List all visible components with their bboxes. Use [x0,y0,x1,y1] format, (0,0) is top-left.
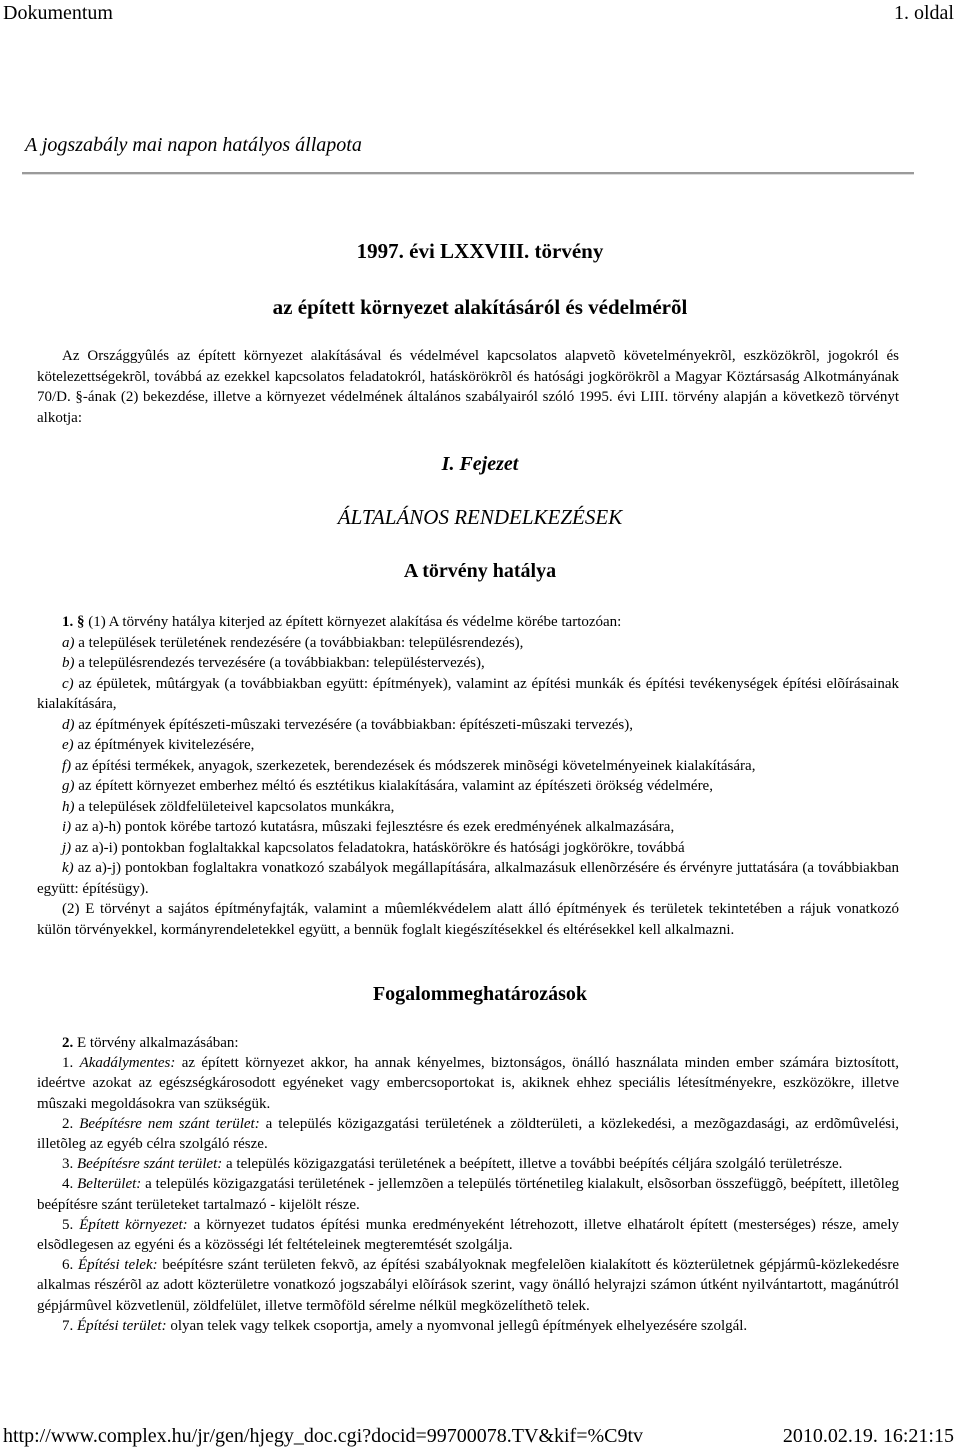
list-item [37,797,899,818]
definition-item [37,1154,899,1174]
definition-term: Épített környezet: [79,1216,188,1233]
definition-term: Akadálymentes: [79,1055,176,1072]
item-text: a települések területének rendezésére (a továbbiakban: településrendezés), [74,634,524,651]
definition-number: 3. [62,1156,74,1173]
definition-text: az épített környezet akkor, ha annak kényelmes, biztonságos, önálló használata minden ember számára biztosított, ideértve azokat az egészségkárosodott egyéneket vagy embercsoportokat is, akiknek ehhez speciális létesítményekre, eszközökre, illetve mûszaki megoldásokra van szükségük. [37,1055,900,1112]
item-letter: h) [62,798,75,815]
item-letter: i) [62,819,72,835]
section-2 [37,1033,899,1336]
list-item [37,653,899,674]
horizontal-divider [22,172,914,175]
definition-item [37,1174,899,1214]
definition-term: Belterület: [77,1176,142,1193]
item-text: a településrendezés tervezésére (a továbbiakban: településtervezés), [74,655,485,671]
definition-term: Beépítésre szánt terület: [77,1156,223,1173]
footer-url: http://www.complex.hu/jr/gen/hjegy_doc.cgi?docid=99700078.TV&kif=%C9tv [3,1425,644,1447]
section-1 [37,612,899,940]
definition-text: a település közigazgatási területének a zöldterületi, a közlekedési, a mezõgazdasági, az erdõmûvelési, illetõleg az egyéb célra szolgáló része. [37,1115,900,1153]
current-state-notice: A jogszabály mai napon hatályos állapota [25,134,362,156]
section-2-intro [37,1033,899,1053]
item-letter: a) [62,634,75,651]
list-item [37,715,899,736]
law-title: 1997. évi LXXVIII. törvény [356,239,604,263]
definition-item [37,1215,899,1255]
definition-text: olyan telek vagy telkek csoportja, amely a nyomvonal jellegû építmények elhelyezésére szolgál. [166,1317,748,1334]
item-letter: b) [62,655,75,671]
definition-number: 1. [62,1055,74,1072]
item-text: az építési termékek, anyagok, szerkezetek, berendezések és módszerek minõségi követelményeinek kialakítására, [71,757,756,774]
section-title: A törvény hatálya [403,560,557,582]
item-letter: f) [62,757,72,774]
definition-term: Építési terület: [77,1317,167,1334]
item-text: az épületek, mûtárgyak (a továbbiakban együtt: építmények), valamint az építési munkák és építési tevékenységek építési elõírásainak kialakítására, [37,675,899,712]
list-item [37,735,899,756]
definition-text: a település közigazgatási területének a beépített, illetve a további beépítés céljára szolgáló területrésze. [222,1156,843,1173]
item-letter: k) [62,860,74,876]
definition-item [37,1114,899,1154]
section-2-number: 2. [62,1035,74,1051]
definition-number: 2. [62,1115,74,1132]
list-item [37,817,899,838]
header-page-number: 1. oldal [894,2,954,24]
item-text: az a)-h) pontok körébe tartozó kutatásra, mûszaki fejlesztésre és ezek eredményének alkalmazására, [71,819,675,835]
preamble: Az Országgyûlés az épített környezet alakításával és védelmével kapcsolatos alapvetõ követelményekrõl, eszközökrõl, jogokról és kötelezettségekrõl, továbbá az ezekkel kapcsolatos feladatokról, hatáskörökrõl és hatósági jogkörökrõl a Magyar Köztársaság Alkotmányának 70/D. §-ának (2) bekezdése, illetve a környezet védelmének általános szabályairól szóló 1995. évi LIII. törvény alapján a következõ törvényt alkotja: [37,348,899,426]
section-sign: § [77,614,85,630]
list-item [37,858,899,899]
definition-number: 5. [62,1216,74,1233]
list-item [37,838,899,859]
header-document-label: Dokumentum [3,2,113,24]
item-text: az a)-j) pontokban foglaltakra vonatkozó szabályok megállapítására, alkalmazásuk ellenõrzésére és érvényre juttatására (a továbbiakban együtt: építésügy). [37,860,899,897]
definition-item [37,1053,899,1114]
item-text: az épített környezet emberhez méltó és esztétikus kialakítására, valamint az építészeti örökség védelmére, [74,778,713,794]
definition-text: beépítésre szánt területen fekvõ, az építési szabályoknak megfelelõen kialakított és közterületnek gépjármû-közlekedésre alkalmas részérõl az adott közterületre vonatkozó jogszabályi elõírások szerint, vagy önálló helyrajzi számon útként nyilvántartott, magánútról gépjármûvel közvetlenül, zöldfelület, illetve termõföld sérelme nélkül megközelíthetõ telek. [37,1257,899,1314]
definition-term: Beépítésre nem szánt terület: [79,1115,260,1132]
chapter-number: I. Fejezet [441,453,519,475]
law-subtitle: az épített környezet alakításáról és védelmérõl [272,295,688,319]
definition-number: 7. [62,1317,74,1334]
definition-text: a környezet tudatos építési munka eredményeként létrehozott, illetve elhatárolt épített (mesterséges) része, amely elsõdlegesen az egyéni és a közösségi lét feltételeinek megteremtését szolgálja. [37,1216,900,1254]
item-text: a települések zöldfelületeivel kapcsolatos munkákra, [74,798,395,815]
item-text: az a)-i) pontokban foglaltakkal kapcsolatos feladatokra, hatáskörökre és hatósági jogkörökre, továbbá [71,839,685,856]
item-letter: d) [62,716,75,733]
section-1-intro [37,612,899,633]
item-text: az építmények építészeti-mûszaki tervezésére (a továbbiakban: építészeti-mûszaki tervezés), [74,716,633,733]
item-letter: e) [62,737,74,753]
list-item [37,756,899,777]
chapter-title: ÁLTALÁNOS RENDELKEZÉSEK [337,505,623,529]
item-letter: j) [62,839,72,856]
item-letter: g) [62,778,75,794]
definition-number: 6. [62,1257,74,1274]
section-2-intro-text: E törvény alkalmazásában: [73,1035,239,1051]
section-1-intro-text: (1) A törvény hatálya kiterjed az épített környezet alakítása és védelme körébe tartozóan: [84,614,622,630]
section-1-number: 1. [62,614,74,630]
list-item [37,633,899,654]
footer-timestamp: 2010.02.19. 16:21:15 [782,1425,954,1447]
definition-item [37,1255,899,1316]
item-letter: c) [62,675,74,692]
list-item [37,674,899,715]
list-item [37,776,899,797]
definition-text: a település közigazgatási területének - jellemzõen a település történetileg kialakult, elsõsorban összefüggõ, beépített, illetõleg beépítésre szánt területeket tartalmazó - kijelölt része. [37,1176,899,1213]
definition-item [37,1316,899,1336]
section-1-paragraph-2: (2) E törvényt a sajátos építményfajták, valamint a mûemlékvédelem alatt álló építmények és területek tekintetében a rájuk vonatkozó külön törvényekkel, kormányrendeletekkel együtt, a bennük foglalt kiegészítésekkel és eltérésekkel kell alkalmazni. [37,901,899,938]
definition-number: 4. [62,1176,74,1193]
definitions-title: Fogalommeghatározások [372,983,588,1005]
definition-term: Építési telek: [77,1257,158,1274]
item-text: az építmények kivitelezésére, [73,737,255,753]
